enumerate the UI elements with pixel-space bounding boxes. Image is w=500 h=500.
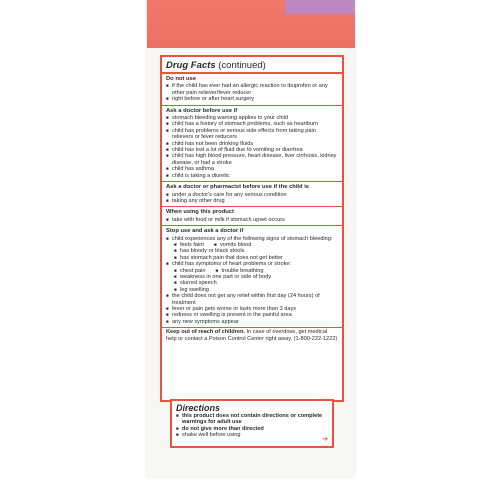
list-item: ■ child has problems or serious side effects from taking pain relievers or fever reducers — [166, 128, 338, 141]
list-item: ■ feels faint — [174, 242, 204, 248]
directions-list — [172, 413, 332, 439]
list-item: ■ has bloody or black stools — [166, 248, 338, 254]
list-item: ■ slurred speech — [166, 280, 338, 286]
directions-heading: Directions — [176, 403, 221, 413]
list-item: ■ any new symptoms appear — [166, 319, 338, 325]
section-ask-doctor — [162, 106, 342, 182]
list-item: ■ chest pain — [174, 268, 206, 274]
section-when-using — [162, 207, 342, 226]
drug-facts-header — [162, 57, 342, 74]
list-item: ■ under a doctor's care for any serious condition — [166, 192, 338, 198]
keep-out-text: In case of overdose, get medical help or contact a Poison Control Center right away. (1-800-222-1222) — [166, 329, 338, 342]
list-item: ■ child experiences any of the following signs of stomach bleeding: — [166, 236, 338, 242]
list-item: ■ child is taking a diuretic — [166, 173, 338, 179]
list-item: ■ the child does not get any relief within first day (24 hours) of treatment — [166, 293, 338, 306]
section-heading: Keep out of reach of children. — [166, 329, 245, 336]
list-item: ■ vomits blood — [214, 242, 251, 248]
drug-facts-suffix: (continued) — [218, 60, 266, 71]
list-item: ■ stomach bleeding warning applies to your child — [166, 115, 338, 121]
list-item: ■ right before or after heart surgery — [166, 96, 338, 102]
list-item: ■ weakness in one part or side of body — [166, 274, 338, 280]
section-stop-use — [162, 226, 342, 328]
purple-stripe — [285, 0, 355, 14]
directions-panel — [170, 399, 334, 448]
list-item: ■ redness or swelling is present in the painful area — [166, 312, 338, 318]
list-item: ■ trouble breathing — [216, 268, 264, 274]
package-top-band — [147, 0, 355, 48]
list-item: ■ taking any other drug — [166, 198, 338, 204]
list-item: ■ child has asthma — [166, 166, 338, 172]
list-item: ■ take with food or milk if stomach upset occurs — [166, 217, 338, 223]
section-keep-out — [162, 328, 342, 344]
list-item: ■ child has not been drinking fluids — [166, 141, 338, 147]
drug-facts-title: Drug Facts — [166, 60, 216, 71]
list-item: ■ leg swelling — [166, 287, 338, 293]
section-heading: Ask a doctor before use if — [166, 107, 238, 114]
list-item: ■ if the child has ever had an allergic reaction to ibuprofen or any other pain reliever/fever reducer — [166, 83, 338, 96]
section-heading: Ask a doctor or pharmacist before use if the child is — [166, 184, 310, 191]
list-item: ■ shake well before using — [176, 432, 328, 438]
list-item: ■ child has symptoms of heart problems or stroke: — [166, 261, 338, 267]
list-item: ■ child has lost a lot of fluid due to vomiting or diarrhea — [166, 147, 338, 153]
list-item: ■ has stomach pain that does not get better — [166, 255, 338, 261]
list-item: ■ this product does not contain directions or complete warnings for adult use — [176, 413, 328, 426]
section-heading: Stop use and ask a doctor if — [166, 228, 244, 235]
drug-facts-panel — [160, 55, 344, 402]
section-do-not-use — [162, 74, 342, 106]
section-heading: Do not use — [166, 76, 196, 82]
section-ask-pharmacist — [162, 182, 342, 207]
arrow-right-icon: ➔ — [322, 436, 328, 443]
list-item: ■ child has a history of stomach problems, such as heartburn — [166, 121, 338, 127]
list-item: ■ do not give more than directed — [176, 426, 328, 432]
list-item: ■ child has high blood pressure, heart disease, liver cirrhosis, kidney disease, or had a stroke — [166, 153, 338, 166]
list-item: ■ fever or pain gets worse or lasts more than 3 days — [166, 306, 338, 312]
section-heading: When using this product — [166, 209, 234, 216]
